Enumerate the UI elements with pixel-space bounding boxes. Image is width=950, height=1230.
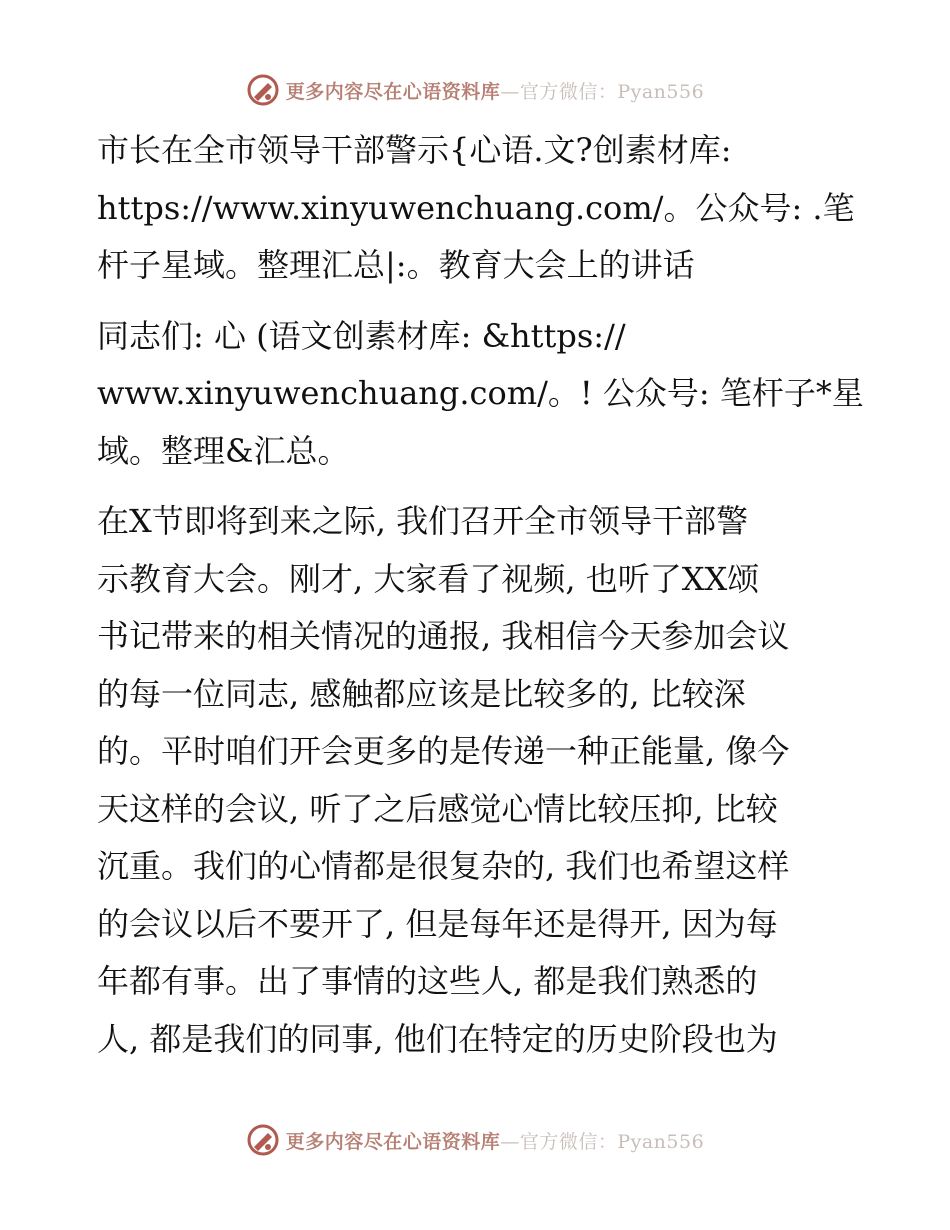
text-line: 市长在全市领导干部警示{心语.文?创素材库: <box>97 131 732 169</box>
header-watermark-banner <box>0 70 950 110</box>
banner-site-name: 更多内容尽在心语资料库 <box>285 80 501 103</box>
text-line: 域。整理&汇总。 <box>97 431 350 470</box>
text-line: 的会议以后不要开了, 但是每年还是得开, 因为每 <box>97 904 778 943</box>
banner-text <box>286 1127 704 1154</box>
paragraph-body <box>97 493 857 1068</box>
document-body <box>97 122 864 1081</box>
text-line: 年都有事。出了事情的这些人, 都是我们熟悉的 <box>97 962 758 1000</box>
banner-wechat-label: 官方微信： <box>519 80 618 103</box>
text-line: 在X节即将到来之际, 我们召开全市领导干部警 <box>97 502 749 540</box>
text-line: 同志们: 心 (语文创素材库: &https:// <box>97 316 626 355</box>
text-line: 天这样的会议, 听了之后感觉心情比较压抑, 比较 <box>97 789 778 828</box>
text-line: 的每一位同志, 感触都应该是比较多的, 比较深 <box>97 674 746 713</box>
banner-wechat-label: 官方微信： <box>519 1130 618 1153</box>
text-line: 示教育大会。刚才, 大家看了视频, 也听了XX颂 <box>97 559 760 598</box>
text-line: 人, 都是我们的同事, 他们在特定的历史阶段也为 <box>97 1019 778 1058</box>
text-line: 的。平时咱们开会更多的是传递一种正能量, 像今 <box>97 732 790 770</box>
banner-wechat-id: Pyan556 <box>617 80 705 103</box>
banner-dash: — <box>500 1130 520 1153</box>
text-line: www.xinyuwenchuang.com/。! 公众号: 笔杆子*星 <box>97 374 864 412</box>
banner-wechat-id: Pyan556 <box>617 1130 705 1153</box>
paragraph-greeting <box>97 308 864 481</box>
text-line: 杆子星域。整理汇总|:。教育大会上的讲话 <box>97 246 695 284</box>
footer-watermark-banner <box>0 1120 950 1160</box>
pen-logo-icon <box>246 1123 280 1157</box>
text-line: https://www.xinyuwenchuang.com/。公众号: .笔 <box>97 188 855 227</box>
banner-site-name: 更多内容尽在心语资料库 <box>285 1130 501 1153</box>
banner-dash: — <box>500 80 520 103</box>
text-line: 沉重。我们的心情都是很复杂的, 我们也希望这样 <box>97 847 790 885</box>
text-line: 书记带来的相关情况的通报, 我相信今天参加会议 <box>97 617 790 655</box>
pen-logo-icon <box>246 73 280 107</box>
banner-text <box>286 77 704 104</box>
paragraph-title <box>97 122 857 295</box>
